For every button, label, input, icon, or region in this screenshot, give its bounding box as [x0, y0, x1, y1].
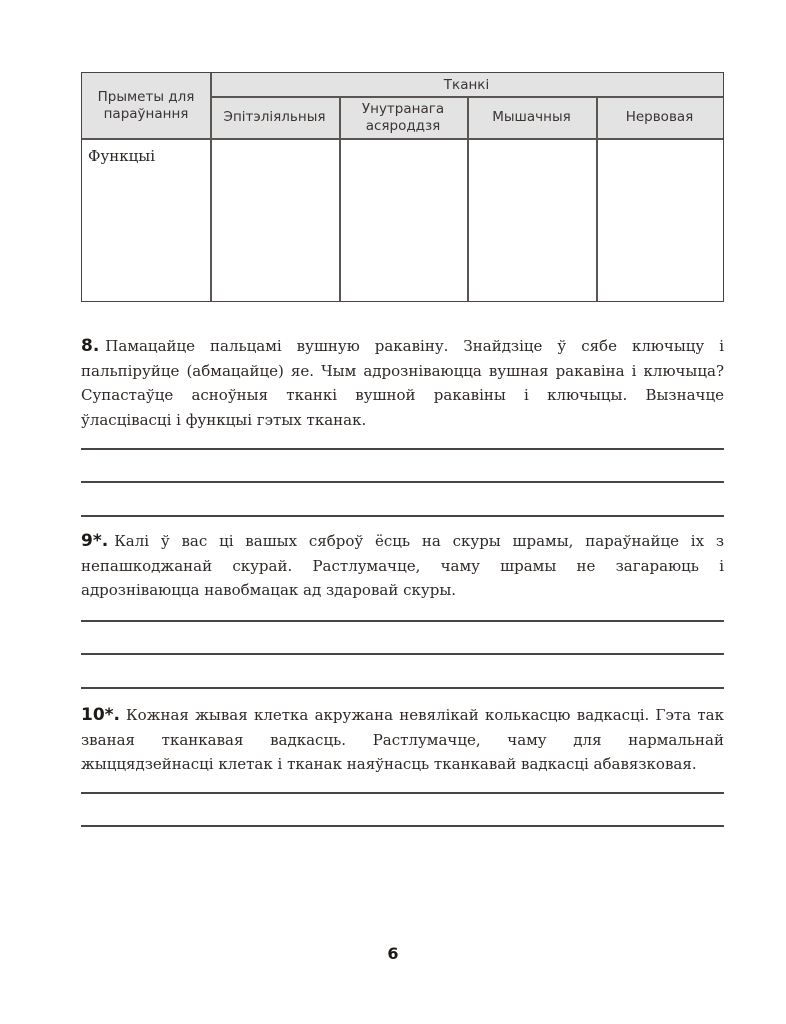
- row-header-label: Прыметы для параўнання: [97, 88, 195, 122]
- column-header-muscular: [467, 97, 596, 138]
- task-10: [81, 703, 724, 777]
- answer-cell-nervous[interactable]: [598, 139, 722, 301]
- answer-line[interactable]: [81, 620, 724, 622]
- answer-line[interactable]: [81, 687, 724, 689]
- answer-line[interactable]: [81, 653, 724, 655]
- column-header-internal-environment: [339, 97, 467, 138]
- tissue-comparison-table: [81, 72, 724, 302]
- page-number: 6: [387, 944, 399, 963]
- group-header-cell: [210, 73, 723, 97]
- column-header-epithelial: [210, 97, 339, 138]
- task-text: Кожная жывая клетка акружана невялікай колькасцю вадкасці. Гэта так званая тканкавая вадкасць. Растлумачце, чаму для нармальнай жыццядзейнасці клетак і тканак наяўнасць тканкавай вадкасці абавязковая.: [81, 706, 724, 773]
- answer-line[interactable]: [81, 515, 724, 517]
- column-label: Мышачныя: [492, 109, 571, 125]
- answer-line[interactable]: [81, 481, 724, 483]
- answer-cell-internal-environment[interactable]: [341, 139, 466, 301]
- task-8: [81, 334, 724, 432]
- answer-line[interactable]: [81, 448, 724, 450]
- task-number: 10*.: [81, 705, 121, 725]
- group-header-label: Тканкі: [443, 76, 490, 93]
- column-header-nervous: [596, 97, 723, 138]
- row-label-functions: Функцыі: [88, 147, 156, 165]
- task-number: 9*.: [81, 531, 109, 551]
- task-text: Памацайце пальцамі вушную ракавіну. Знайдзіце ў сябе ключыцу і пальпіруйце (абмацайце) яе. Чым адрозніваюцца вушная ракавіна і ключыца? Супастаўце асноўныя тканкі вушной ракавіны і ключыцы. Вызначце ўласцівасці і функцыі гэтых тканак.: [81, 337, 724, 429]
- task-number: 8.: [81, 336, 100, 356]
- answer-line[interactable]: [81, 792, 724, 794]
- column-label: Нервовая: [625, 109, 694, 125]
- row-header-cell: [82, 73, 210, 138]
- answer-line[interactable]: [81, 825, 724, 827]
- answer-cell-muscular[interactable]: [469, 139, 595, 301]
- table-row: [82, 139, 723, 301]
- task-text: Калі ў вас ці вашых сяброў ёсць на скуры шрамы, параўнайце іх з непашкоджанай скурай. Растлумачце, чаму шрамы не загараюць і адрозніваюцца навобмацак ад здаровай скуры.: [81, 532, 724, 599]
- task-9: [81, 529, 724, 603]
- column-label: Эпітэліяльныя: [223, 109, 326, 125]
- answer-cell-epithelial[interactable]: [212, 139, 338, 301]
- column-label: Унутранага асяроддзя: [361, 100, 445, 134]
